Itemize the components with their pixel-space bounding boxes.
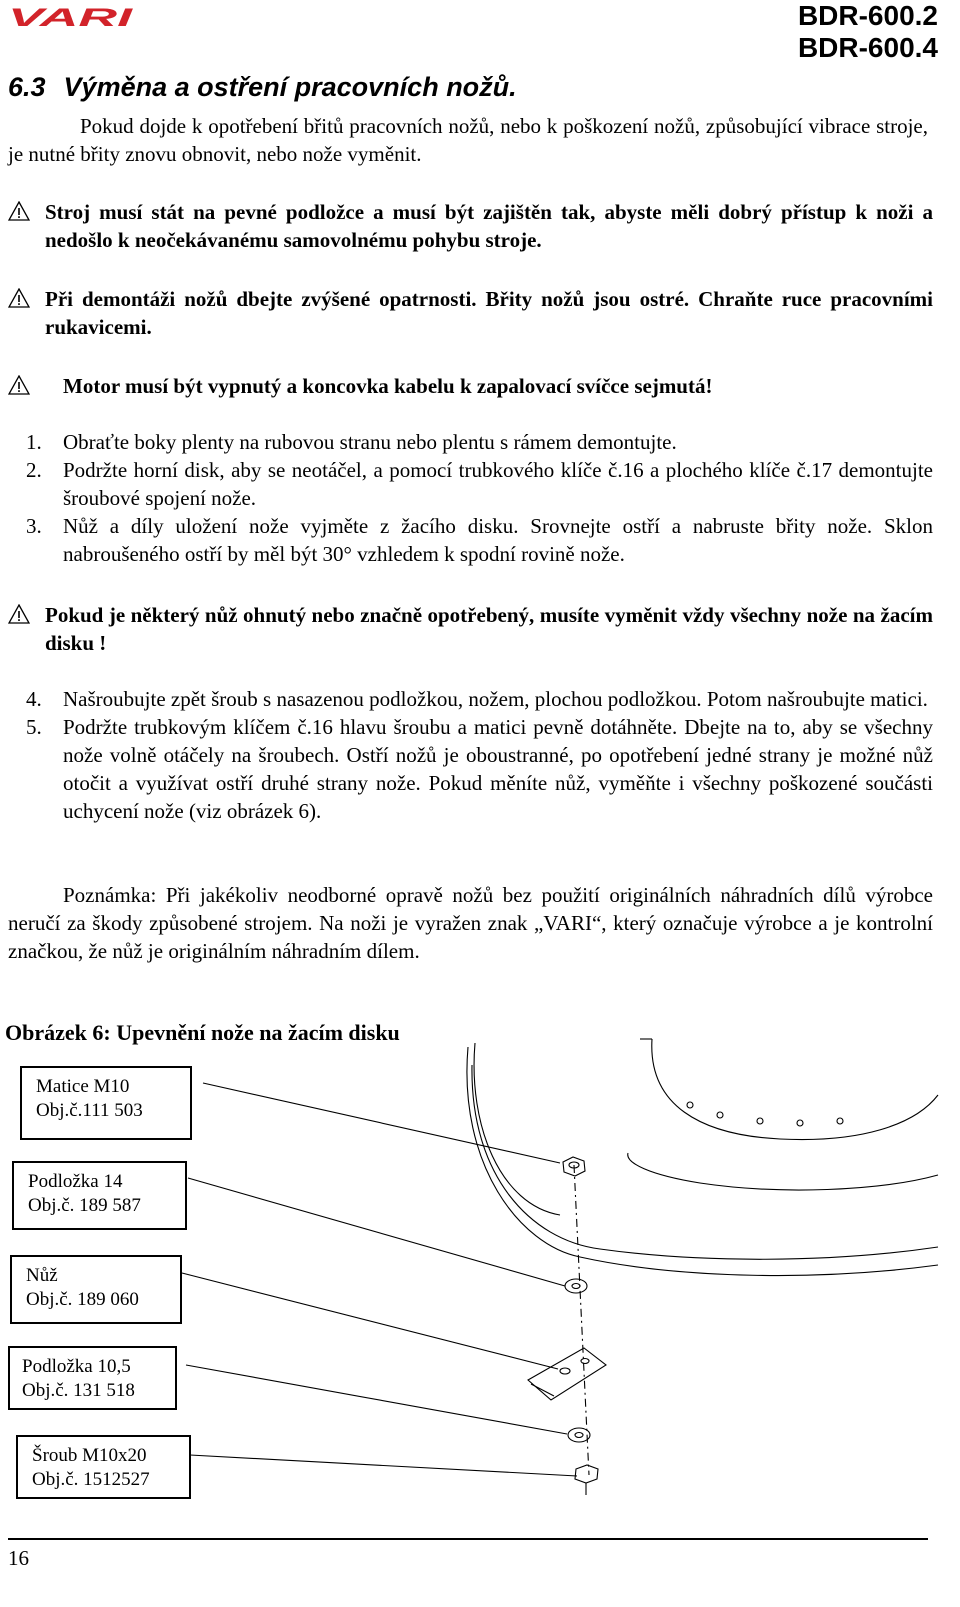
step-number: 2. bbox=[26, 458, 42, 482]
step-number: 3. bbox=[26, 514, 42, 538]
part-code: Obj.č. 189 060 bbox=[26, 1289, 139, 1310]
vari-logo bbox=[8, 6, 134, 28]
part-code: Obj.č. 131 518 bbox=[22, 1380, 135, 1401]
list-item bbox=[26, 428, 933, 456]
callout-nut bbox=[20, 1066, 192, 1140]
figure-caption: Obrázek 6: Upevnění nože na žacím disku bbox=[5, 1020, 400, 1045]
part-code: Obj.č. 189 587 bbox=[28, 1195, 141, 1216]
model-line-1: BDR-600.2 bbox=[797, 0, 938, 31]
step-text: Obraťte boky plenty na rubovou stranu nebo plentu s rámem demontujte. bbox=[63, 430, 677, 454]
step-number: 5. bbox=[26, 715, 42, 739]
note-paragraph: Poznámka: Při jakékoliv neodborné opravě nožů bez použití originálních náhradních dílů výrobce neručí za škody způsobené strojem. Na noži je vyražen znak „VARI“, který označuje výrobce a je kontrolní značkou, že nůž je originálním náhradním dílem. bbox=[8, 883, 933, 963]
warning-replace-all bbox=[8, 601, 933, 657]
warning-text: Pokud je některý nůž ohnutý nebo značně opotřebený, musíte vyměnit vždy všechny nože na žacím disku ! bbox=[45, 603, 933, 655]
footer-rule bbox=[8, 1538, 928, 1540]
warning-triangle-icon bbox=[8, 288, 30, 308]
callout-washer-14 bbox=[12, 1161, 187, 1230]
warning-stability bbox=[8, 198, 933, 254]
intro-paragraph: Pokud dojde k opotřebení břitů pracovních nožů, nebo k poškození nožů, způsobující vibrace stroje, je nutné břity znovu obnovit, nebo nože vyměnit. bbox=[8, 114, 928, 166]
step-number: 1. bbox=[26, 430, 42, 454]
steps-list-a bbox=[26, 428, 933, 568]
step-number: 4. bbox=[26, 687, 42, 711]
step-text: Nůž a díly uložení nože vyjměte z žacího disku. Srovnejte ostří a nabruste břity nože. Sklon nabroušeného ostří by měl být 30° vzhledem k spodní rovině nože. bbox=[63, 514, 933, 566]
section-heading bbox=[8, 70, 517, 104]
model-line-2: BDR-600.4 bbox=[797, 32, 938, 63]
warning-text: Motor musí být vypnutý a koncovka kabelu k zapalovací svíčce sejmutá! bbox=[63, 374, 713, 398]
warning-text: Stroj musí stát na pevné podložce a musí být zajištěn tak, abyste měli dobrý přístup k noži a nedošlo k neočekávanému samovolnému pohybu stroje. bbox=[45, 200, 933, 252]
svg-text:VARI: VARI bbox=[8, 6, 134, 28]
warning-text: Při demontáži nožů dbejte zvýšené opatrnosti. Břity nožů jsou ostré. Chraňte ruce pracovními rukavicemi. bbox=[45, 287, 933, 339]
callout-washer-10-5 bbox=[8, 1346, 177, 1410]
warning-triangle-icon bbox=[8, 375, 30, 395]
list-item bbox=[26, 685, 933, 713]
list-item bbox=[26, 512, 933, 568]
step-text: Našroubujte zpět šroub s nasazenou podložkou, nožem, plochou podložkou. Potom našroubujte matici. bbox=[63, 687, 928, 711]
part-name: Matice M10 bbox=[36, 1076, 130, 1097]
steps-list-b bbox=[26, 685, 933, 825]
callout-bolt bbox=[16, 1435, 191, 1499]
warning-motor-off bbox=[8, 372, 933, 400]
callout-knife bbox=[10, 1255, 182, 1324]
part-name: Podložka 10,5 bbox=[22, 1356, 131, 1377]
step-text: Podržte horní disk, aby se neotáčel, a pomocí trubkového klíče č.16 a plochého klíče č.17 demontujte šroubové spojení nože. bbox=[63, 458, 933, 510]
warning-sharp-blades bbox=[8, 285, 933, 341]
part-name: Šroub M10x20 bbox=[32, 1445, 147, 1466]
step-text: Podržte trubkovým klíčem č.16 hlavu šroubu a matici pevně dotáhněte. Dbejte na to, aby se všechny nože volně otáčely na šroubech. Ostří nožů je oboustranné, po opotřebení jedné strany je možné nůž otočit a využívat ostří druhé strany nože. Pokud měníte nůž, vyměňte i všechny poškozené součásti uchycení nože (viz obrázek 6). bbox=[63, 715, 933, 823]
part-code: Obj.č. 1512527 bbox=[32, 1469, 150, 1490]
part-name: Nůž bbox=[26, 1265, 58, 1286]
list-item bbox=[26, 713, 933, 825]
section-title: Výměna a ostření pracovních nožů. bbox=[63, 72, 517, 102]
warning-triangle-icon bbox=[8, 604, 30, 624]
part-name: Podložka 14 bbox=[28, 1171, 123, 1192]
page-number: 16 bbox=[8, 1546, 29, 1570]
section-number: 6.3 bbox=[8, 72, 46, 102]
part-code: Obj.č.111 503 bbox=[36, 1100, 143, 1121]
model-designation bbox=[798, 0, 938, 64]
warning-triangle-icon bbox=[8, 201, 30, 221]
list-item bbox=[26, 456, 933, 512]
